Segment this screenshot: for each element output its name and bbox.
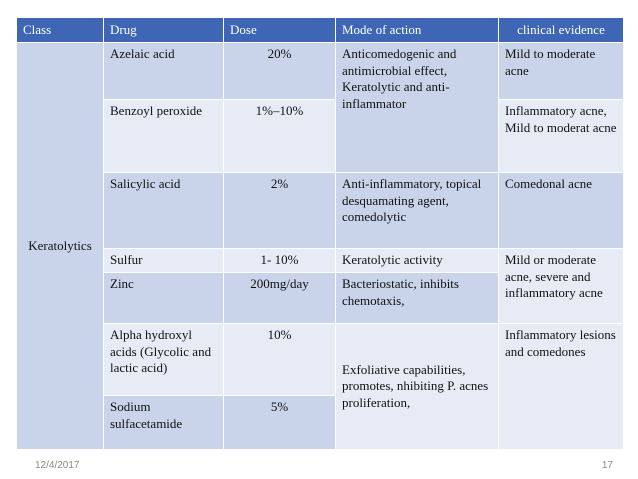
drug-table bbox=[16, 17, 624, 450]
drug-cell: Benzoyl peroxide bbox=[104, 100, 224, 173]
evidence-cell: Mild or moderate acne, severe and inflammatory acne bbox=[499, 249, 624, 324]
header-dose: Dose bbox=[224, 18, 336, 43]
table-header-row bbox=[17, 18, 624, 43]
evidence-cell: Mild to moderate acne bbox=[499, 43, 624, 100]
dose-cell: 1%–10% bbox=[224, 100, 336, 173]
drug-cell: Alpha hydroxyl acids (Glycolic and lactic acid) bbox=[104, 324, 224, 396]
header-drug: Drug bbox=[104, 18, 224, 43]
drug-cell: Zinc bbox=[104, 273, 224, 324]
drug-cell: Sodium sulfacetamide bbox=[104, 396, 224, 450]
table-row bbox=[17, 324, 624, 396]
table-row bbox=[17, 43, 624, 100]
slide-page-number: 17 bbox=[601, 460, 613, 471]
dose-cell: 200mg/day bbox=[224, 273, 336, 324]
mode-cell: Bacteriostatic, inhibits chemotaxis, bbox=[336, 273, 499, 324]
dose-cell: 20% bbox=[224, 43, 336, 100]
table-row bbox=[17, 173, 624, 249]
dose-cell: 2% bbox=[224, 173, 336, 249]
evidence-cell: Inflammatory lesions and comedones bbox=[499, 324, 624, 450]
drug-cell: Salicylic acid bbox=[104, 173, 224, 249]
drug-cell: Azelaic acid bbox=[104, 43, 224, 100]
mode-cell: Exfoliative capabilities, promotes, nhibiting P. acnes proliferation, bbox=[336, 324, 499, 450]
mode-cell: Anticomedogenic and antimicrobial effect, Keratolytic and anti-inflammator bbox=[336, 43, 499, 173]
slide-date: 12/4/2017 bbox=[35, 460, 80, 471]
evidence-cell: Comedonal acne bbox=[499, 173, 624, 249]
class-cell: Keratolytics bbox=[17, 43, 104, 450]
header-mode: Mode of action bbox=[336, 18, 499, 43]
evidence-cell: Inflammatory acne, Mild to moderat acne bbox=[499, 100, 624, 173]
dose-cell: 5% bbox=[224, 396, 336, 450]
table-row bbox=[17, 249, 624, 273]
dose-cell: 1- 10% bbox=[224, 249, 336, 273]
header-evidence: clinical evidence bbox=[499, 18, 624, 43]
drug-cell: Sulfur bbox=[104, 249, 224, 273]
dose-cell: 10% bbox=[224, 324, 336, 396]
header-class: Class bbox=[17, 18, 104, 43]
mode-cell: Keratolytic activity bbox=[336, 249, 499, 273]
mode-cell: Anti-inflammatory, topical desquamating agent, comedolytic bbox=[336, 173, 499, 249]
table-row bbox=[17, 100, 624, 173]
